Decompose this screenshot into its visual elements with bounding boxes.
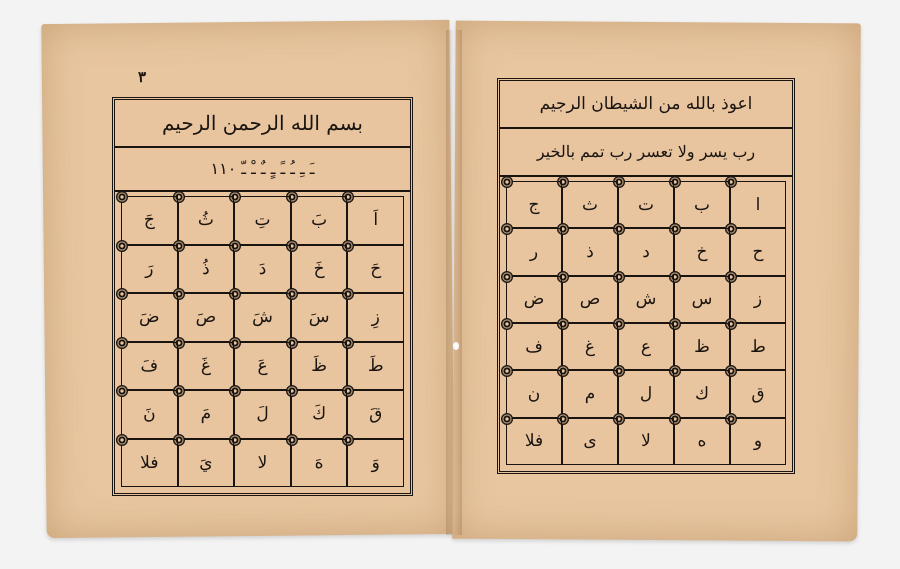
- letter-cell: م: [562, 370, 618, 417]
- letter-cell: ز: [730, 276, 786, 323]
- letter-cell: ق: [730, 370, 786, 417]
- letter-cell: ت: [618, 181, 674, 228]
- letter-cell: ذُ: [178, 245, 235, 294]
- letter-cell: غ: [562, 323, 618, 370]
- right-lesson-frame: [497, 78, 795, 474]
- letter-cell: سَ: [291, 293, 348, 342]
- letter-cell: ح: [730, 228, 786, 275]
- letter-cell: ص: [562, 276, 618, 323]
- letter-cell: اَ: [347, 196, 404, 245]
- letter-cell: د: [618, 228, 674, 275]
- rosette-ornament-icon: [501, 271, 513, 283]
- letter-cell: ض: [506, 276, 562, 323]
- letter-cell: عَ: [234, 342, 291, 391]
- letter-cell: بَ: [291, 196, 348, 245]
- letter-cell: ر: [506, 228, 562, 275]
- letter-cell: طَ: [347, 342, 404, 391]
- letter-cell: شَ: [234, 293, 291, 342]
- rosette-ornament-icon: [116, 240, 128, 252]
- letter-cell: لا: [234, 439, 291, 488]
- letter-cell: وَ: [347, 439, 404, 488]
- letter-cell: ظَ: [291, 342, 348, 391]
- letter-cell: رَ: [121, 245, 178, 294]
- rosette-ornament-icon: [116, 434, 128, 446]
- letter-cell: جَ: [121, 196, 178, 245]
- left-lesson-frame: [112, 97, 413, 496]
- letter-cell: ا: [730, 181, 786, 228]
- letter-cell: فلا: [506, 418, 562, 465]
- rosette-ornament-icon: [501, 365, 513, 377]
- letter-cell: تِ: [234, 196, 291, 245]
- letter-cell: ب: [674, 181, 730, 228]
- taawwudh-header: اعوذ بالله من الشيطان الرجيم: [500, 81, 792, 129]
- letter-cell: س: [674, 276, 730, 323]
- letter-cell: ى: [562, 418, 618, 465]
- letter-cell: ثُ: [178, 196, 235, 245]
- letter-cell: فَ: [121, 342, 178, 391]
- letter-cell: ث: [562, 181, 618, 228]
- binding-hole: [453, 342, 459, 350]
- left-letter-grid: [121, 196, 404, 487]
- letter-cell: يَ: [178, 439, 235, 488]
- letter-cell: ضَ: [121, 293, 178, 342]
- rosette-ornament-icon: [501, 318, 513, 330]
- letter-cell: ه: [674, 418, 730, 465]
- letter-cell: ك: [674, 370, 730, 417]
- letter-cell: ف: [506, 323, 562, 370]
- rosette-ornament-icon: [116, 337, 128, 349]
- letter-cell: فلا: [121, 439, 178, 488]
- letter-cell: كَ: [291, 390, 348, 439]
- dua-header: رب يسر ولا تعسر رب تمم بالخير: [500, 129, 792, 177]
- rosette-ornament-icon: [116, 288, 128, 300]
- letter-cell: خ: [674, 228, 730, 275]
- letter-cell: و: [730, 418, 786, 465]
- book-gutter: [446, 30, 462, 535]
- letter-cell: ذ: [562, 228, 618, 275]
- letter-cell: لَ: [234, 390, 291, 439]
- letter-cell: مَ: [178, 390, 235, 439]
- letter-cell: ط: [730, 323, 786, 370]
- letter-cell: غَ: [178, 342, 235, 391]
- letter-cell: ن: [506, 370, 562, 417]
- letter-cell: ش: [618, 276, 674, 323]
- rosette-ornament-icon: [501, 413, 513, 425]
- letter-cell: ع: [618, 323, 674, 370]
- letter-cell: نَ: [121, 390, 178, 439]
- rosette-ornament-icon: [501, 223, 513, 235]
- letter-cell: زِ: [347, 293, 404, 342]
- letter-cell: لا: [618, 418, 674, 465]
- letter-cell: ل: [618, 370, 674, 417]
- page-number: ٣: [138, 68, 147, 86]
- basmala-header: بسم الله الرحمن الرحيم: [115, 100, 410, 148]
- letter-cell: صَ: [178, 293, 235, 342]
- letter-cell: هَ: [291, 439, 348, 488]
- letter-cell: ج: [506, 181, 562, 228]
- letter-cell: حَ: [347, 245, 404, 294]
- vowel-marks-row: ـَ ـِ ـُ ـً ـٍ ـٌ ـْ ـّ ١١٠: [115, 148, 410, 192]
- right-letter-grid: [506, 181, 786, 465]
- rosette-ornament-icon: [116, 191, 128, 203]
- rosette-ornament-icon: [116, 385, 128, 397]
- letter-cell: ظ: [674, 323, 730, 370]
- rosette-ornament-icon: [501, 176, 513, 188]
- letter-cell: قَ: [347, 390, 404, 439]
- letter-cell: خَ: [291, 245, 348, 294]
- letter-cell: دَ: [234, 245, 291, 294]
